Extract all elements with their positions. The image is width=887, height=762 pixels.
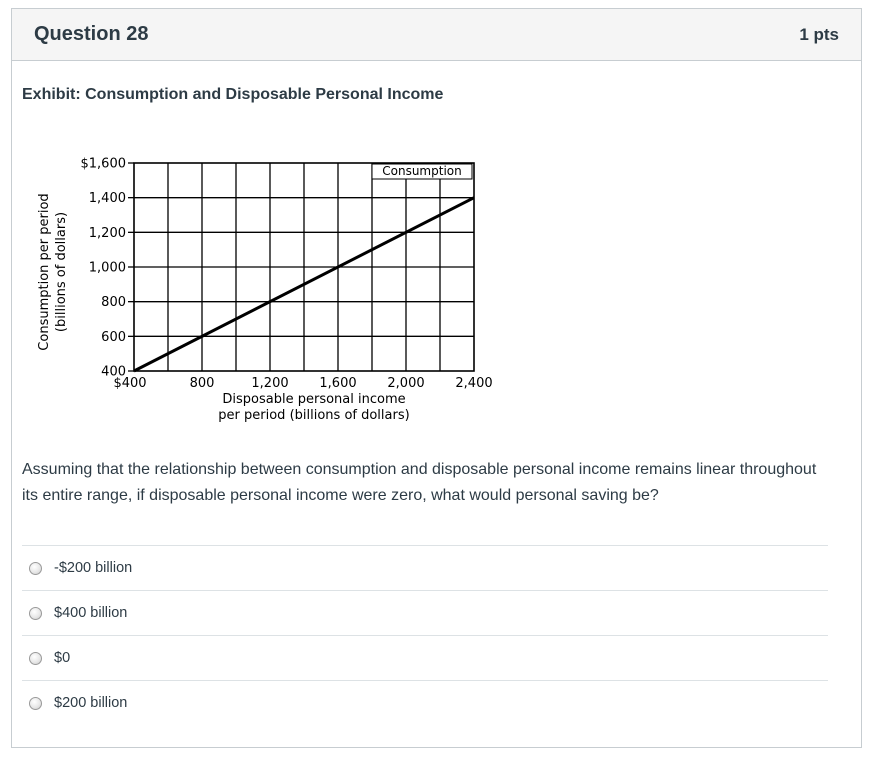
answer-label: $0	[54, 650, 71, 666]
series-label-consumption: Consumption	[382, 164, 462, 178]
answer-option-2[interactable]	[22, 590, 828, 635]
x-tick-label: 1,600	[319, 376, 357, 391]
y-tick-label: 1,400	[88, 191, 126, 207]
x-tick-label: 800	[189, 376, 215, 391]
answer-option-3[interactable]	[22, 635, 828, 680]
question-points: 1 pts	[799, 24, 839, 44]
radio-button[interactable]	[29, 652, 42, 665]
y-tick-label: $1,600	[80, 156, 126, 172]
answer-label: -$200 billion	[54, 560, 133, 576]
answer-label: $200 billion	[54, 695, 128, 711]
answer-option-1[interactable]	[22, 545, 828, 590]
y-axis-title-line1: Consumption per period	[37, 193, 52, 351]
x-axis-title-line1: Disposable personal income	[222, 392, 406, 407]
y-axis-title-line2: (billions of dollars)	[54, 211, 69, 333]
answer-label: $400 billion	[54, 605, 128, 621]
y-tick-label: 1,200	[88, 225, 126, 241]
y-tick-label: 800	[101, 295, 126, 311]
x-axis-title-line2: per period (billions of dollars)	[218, 408, 410, 423]
exhibit-title: Exhibit: Consumption and Disposable Personal Income	[22, 86, 444, 103]
answer-list	[22, 545, 828, 725]
y-tick-label: 1,000	[88, 260, 126, 276]
x-tick-label: 2,400	[455, 376, 493, 391]
chart-svg	[22, 148, 502, 438]
question-title: Question 28	[34, 23, 149, 45]
x-tick-label: $400	[113, 376, 147, 391]
radio-button[interactable]	[29, 697, 42, 710]
y-tick-label: 400	[101, 364, 126, 380]
radio-button[interactable]	[29, 562, 42, 575]
question-text: Assuming that the relationship between consumption and disposable personal income remains linear throughout its entire range, if disposable personal income were zero, what would personal saving be?	[22, 461, 817, 504]
radio-button[interactable]	[29, 607, 42, 620]
x-tick-label: 1,200	[251, 376, 289, 391]
question-header	[12, 9, 861, 61]
y-tick-label: 600	[101, 329, 126, 345]
answer-option-4[interactable]	[22, 680, 828, 725]
x-tick-label: 2,000	[387, 376, 425, 391]
exhibit-chart	[22, 148, 502, 438]
